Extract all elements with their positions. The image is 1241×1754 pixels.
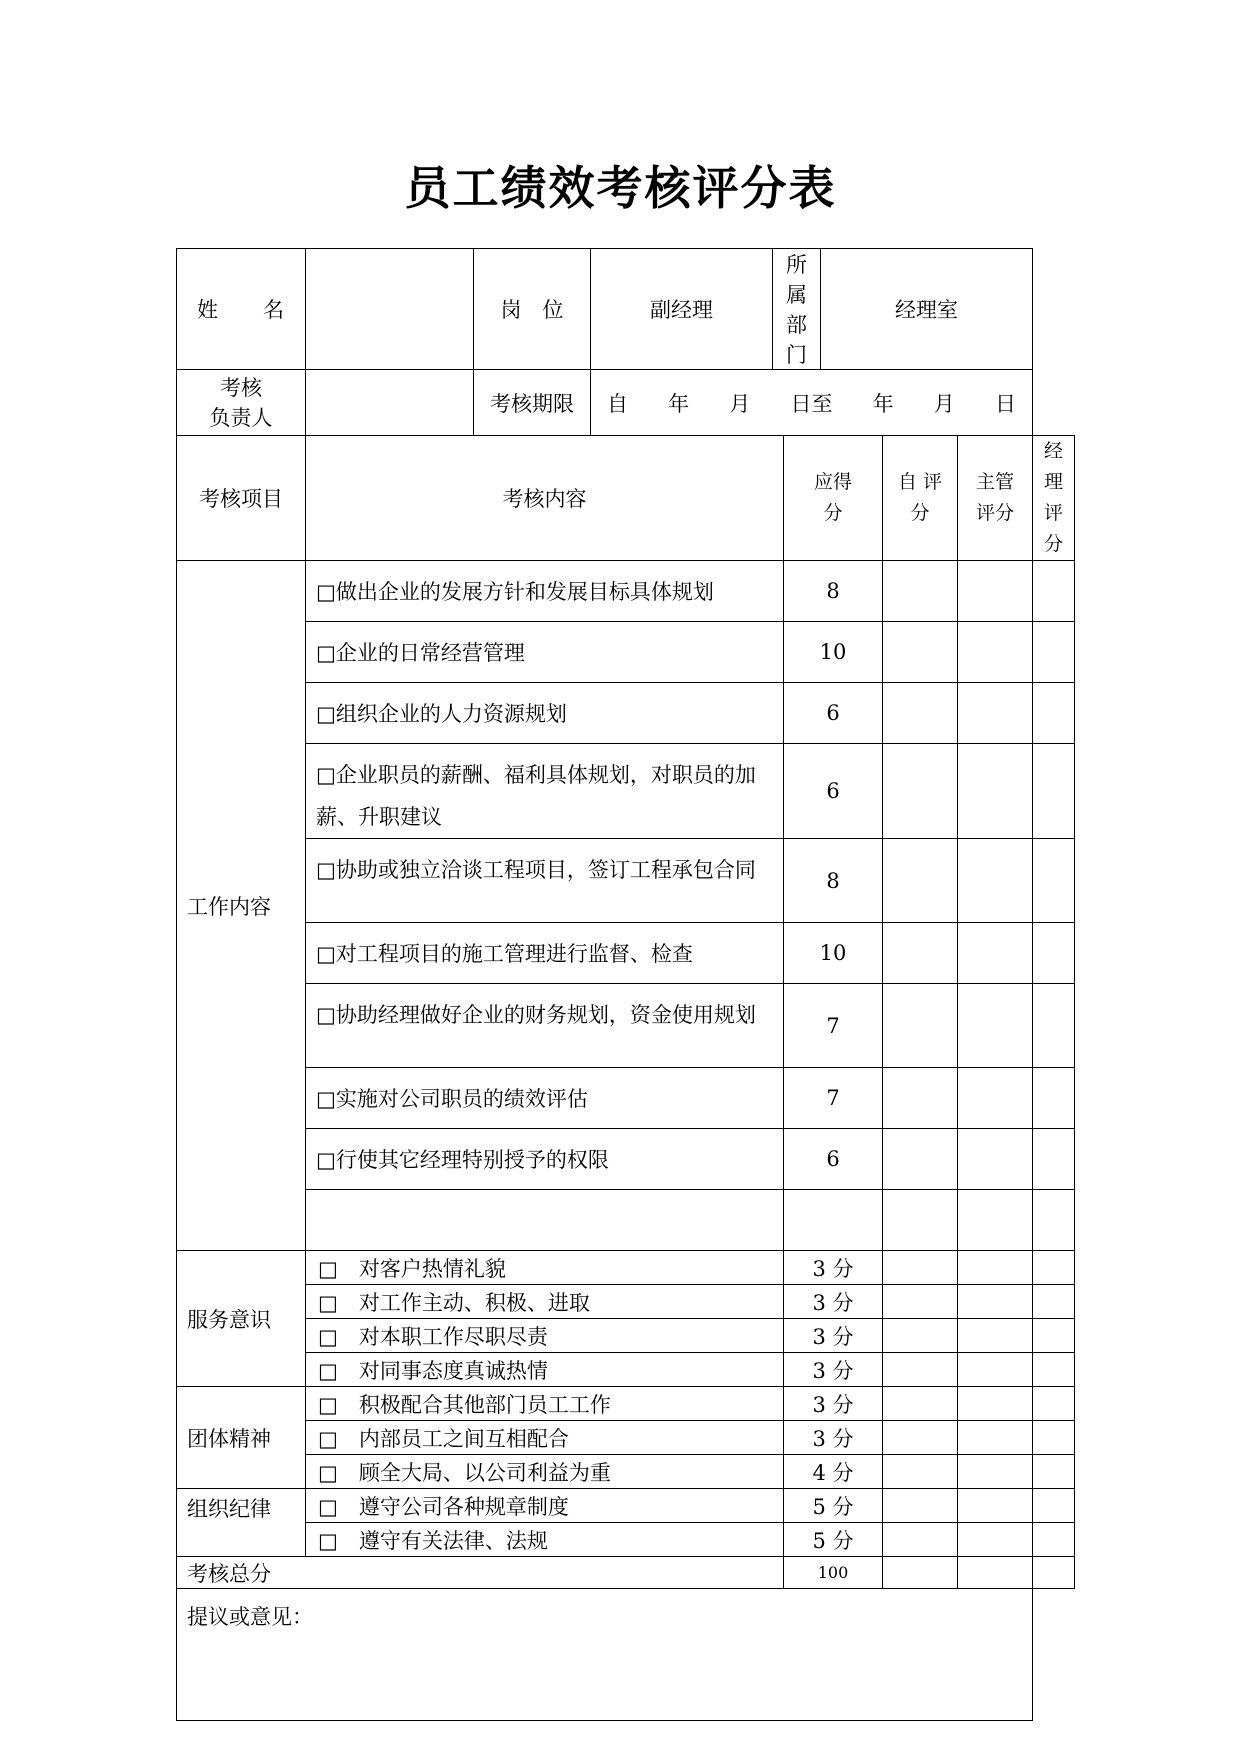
discipline-section-label: 组织纪律 (177, 1489, 306, 1557)
supervisor-score-cell[interactable] (958, 1387, 1033, 1421)
assessor-field[interactable] (306, 370, 474, 436)
col-supervisor-header (958, 436, 1033, 561)
self-score-cell[interactable] (883, 1285, 958, 1319)
supervisor-score-cell[interactable] (958, 1489, 1033, 1523)
self-score-cell[interactable] (883, 1387, 958, 1421)
work-row (177, 1068, 1075, 1129)
work-item: □协助或独立洽谈工程项目，签订工程承包合同 (306, 839, 784, 923)
manager-score-cell[interactable] (1033, 622, 1075, 683)
supervisor-score-cell[interactable] (958, 1285, 1033, 1319)
manager-score-cell[interactable] (1033, 1489, 1075, 1523)
post-label: 岗 位 (474, 249, 591, 370)
self-score-cell[interactable] (883, 1190, 958, 1251)
self-score-cell[interactable] (883, 1068, 958, 1129)
work-should-score: 6 (784, 744, 883, 839)
work-item: □对工程项目的施工管理进行监督、检查 (306, 923, 784, 984)
evaluation-table (176, 248, 1075, 1721)
work-item: □企业的日常经营管理 (306, 622, 784, 683)
work-item: □协助经理做好企业的财务规划，资金使用规划 (306, 984, 784, 1068)
dept-label: 所属部门 (773, 249, 821, 370)
work-row (177, 622, 1075, 683)
work-should-score: 10 (784, 622, 883, 683)
self-score-cell[interactable] (883, 1455, 958, 1489)
col-self-line-2: 分 (910, 502, 930, 524)
supervisor-score-cell[interactable] (958, 1353, 1033, 1387)
service-item: □ 对本职工作尽职尽责 (306, 1319, 784, 1353)
service-should-score: 3 分 (784, 1319, 883, 1353)
total-label: 考核总分 (177, 1557, 784, 1589)
discipline-item: □ 遵守公司各种规章制度 (306, 1489, 784, 1523)
supervisor-score-cell[interactable] (958, 683, 1033, 744)
assessor-label-line-1: 考核 (220, 375, 262, 400)
supervisor-score-cell[interactable] (958, 1190, 1033, 1251)
manager-total-cell[interactable] (1033, 1557, 1075, 1589)
manager-score-cell[interactable] (1033, 1319, 1075, 1353)
dept-field[interactable]: 经理室 (821, 249, 1033, 370)
self-total-cell[interactable] (883, 1557, 958, 1589)
service-item: □ 对同事态度真诚热情 (306, 1353, 784, 1387)
name-label: 姓 名 (177, 249, 306, 370)
work-should-score: 6 (784, 683, 883, 744)
team-row (177, 1387, 1075, 1421)
self-score-cell[interactable] (883, 622, 958, 683)
work-should-score: 8 (784, 839, 883, 923)
manager-score-cell[interactable] (1033, 1455, 1075, 1489)
manager-score-cell[interactable] (1033, 1251, 1075, 1285)
team-item: □ 内部员工之间互相配合 (306, 1421, 784, 1455)
period-part: 自 (607, 391, 628, 416)
manager-score-cell[interactable] (1033, 1285, 1075, 1319)
supervisor-score-cell[interactable] (958, 622, 1033, 683)
work-should-score: 10 (784, 923, 883, 984)
manager-score-cell[interactable] (1033, 1129, 1075, 1190)
work-item: □做出企业的发展方针和发展目标具体规划 (306, 561, 784, 622)
assessor-label (177, 370, 306, 436)
manager-score-cell[interactable] (1033, 683, 1075, 744)
self-score-cell[interactable] (883, 1353, 958, 1387)
service-should-score: 3 分 (784, 1285, 883, 1319)
col-item-header: 考核项目 (177, 436, 306, 561)
self-score-cell[interactable] (883, 1319, 958, 1353)
remarks-label: 提议或意见： (187, 1605, 313, 1629)
work-should-score: 8 (784, 561, 883, 622)
team-item: □ 积极配合其他部门员工工作 (306, 1387, 784, 1421)
work-row (177, 683, 1075, 744)
manager-score-cell[interactable] (1033, 1421, 1075, 1455)
manager-score-cell[interactable] (1033, 744, 1075, 839)
col-manager-line-2: 评分 (1043, 502, 1063, 555)
col-should-line-2: 分 (823, 502, 843, 524)
work-row (177, 923, 1075, 984)
supervisor-score-cell[interactable] (958, 744, 1033, 839)
work-item: □实施对公司职员的绩效评估 (306, 1068, 784, 1129)
manager-score-cell[interactable] (1033, 1068, 1075, 1129)
period-part: 年 (668, 391, 690, 416)
service-row (177, 1353, 1075, 1387)
team-row (177, 1421, 1075, 1455)
work-row (177, 984, 1075, 1068)
self-score-cell[interactable] (883, 839, 958, 923)
col-manager-header (1033, 436, 1075, 561)
self-score-cell[interactable] (883, 1251, 958, 1285)
manager-score-cell[interactable] (1033, 1523, 1075, 1557)
manager-score-cell[interactable] (1033, 923, 1075, 984)
period-part: 日至 (790, 391, 833, 416)
header-row-2 (177, 370, 1075, 436)
self-score-cell[interactable] (883, 744, 958, 839)
col-self-line-1: 自 评 (897, 471, 943, 493)
service-row (177, 1285, 1075, 1319)
service-should-score: 3 分 (784, 1353, 883, 1387)
service-row (177, 1319, 1075, 1353)
supervisor-score-cell[interactable] (958, 839, 1033, 923)
manager-score-cell[interactable] (1033, 1190, 1075, 1251)
service-item: □ 对客户热情礼貌 (306, 1251, 784, 1285)
work-row (177, 744, 1075, 839)
discipline-row (177, 1523, 1075, 1557)
col-content-header: 考核内容 (306, 436, 784, 561)
name-field[interactable] (306, 249, 474, 370)
post-field[interactable]: 副经理 (591, 249, 773, 370)
supervisor-score-cell[interactable] (958, 1455, 1033, 1489)
work-item: □企业职员的薪酬、福利具体规划，对职员的加薪、升职建议 (306, 744, 784, 839)
assessor-label-line-2: 负责人 (209, 405, 273, 430)
remarks-row (177, 1589, 1075, 1721)
discipline-should-score: 5 分 (784, 1523, 883, 1557)
period-part: 日 (994, 391, 1016, 416)
work-item: □行使其它经理特别授予的权限 (306, 1129, 784, 1190)
discipline-should-score: 5 分 (784, 1489, 883, 1523)
team-item: □ 顾全大局、以公司利益为重 (306, 1455, 784, 1489)
supervisor-score-cell[interactable] (958, 984, 1033, 1068)
self-score-cell[interactable] (883, 561, 958, 622)
col-manager-line-1: 经理 (1043, 440, 1063, 493)
manager-score-cell[interactable] (1033, 1353, 1075, 1387)
period-label: 考核期限 (474, 370, 591, 436)
supervisor-score-cell[interactable] (958, 1319, 1033, 1353)
work-should-score: 7 (784, 984, 883, 1068)
work-row-empty (177, 1190, 1075, 1251)
manager-score-cell[interactable] (1033, 561, 1075, 622)
self-score-cell[interactable] (883, 923, 958, 984)
team-should-score: 3 分 (784, 1421, 883, 1455)
work-should-score: 7 (784, 1068, 883, 1129)
col-should-line-1: 应得 (813, 471, 852, 493)
supervisor-score-cell[interactable] (958, 1523, 1033, 1557)
work-section-label: 工作内容 (177, 561, 306, 1251)
discipline-item: □ 遵守有关法律、法规 (306, 1523, 784, 1557)
work-should-score[interactable] (784, 1190, 883, 1251)
self-score-cell[interactable] (883, 984, 958, 1068)
total-score: 100 (784, 1557, 883, 1589)
supervisor-score-cell[interactable] (958, 1129, 1033, 1190)
manager-score-cell[interactable] (1033, 1387, 1075, 1421)
self-score-cell[interactable] (883, 683, 958, 744)
work-row (177, 1129, 1075, 1190)
period-field[interactable] (591, 370, 1033, 436)
col-self-header (883, 436, 958, 561)
supervisor-score-cell[interactable] (958, 1068, 1033, 1129)
period-part: 月 (729, 391, 751, 416)
manager-score-cell[interactable] (1033, 984, 1075, 1068)
page-title: 员工绩效考核评分表 (404, 161, 837, 215)
self-score-cell[interactable] (883, 1129, 958, 1190)
work-row (177, 561, 1075, 622)
team-row (177, 1455, 1075, 1489)
col-supervisor-line-1: 主管 (975, 471, 1014, 493)
period-parts (601, 388, 1022, 418)
self-score-cell[interactable] (883, 1421, 958, 1455)
supervisor-score-cell[interactable] (958, 923, 1033, 984)
team-section-label: 团体精神 (177, 1387, 306, 1489)
discipline-row (177, 1489, 1075, 1523)
service-section-label: 服务意识 (177, 1251, 306, 1387)
service-row (177, 1251, 1075, 1285)
team-should-score: 4 分 (784, 1455, 883, 1489)
work-row (177, 839, 1075, 923)
supervisor-score-cell[interactable] (958, 561, 1033, 622)
work-should-score: 6 (784, 1129, 883, 1190)
work-item: □组织企业的人力资源规划 (306, 683, 784, 744)
header-row-1 (177, 249, 1075, 370)
supervisor-score-cell[interactable] (958, 1251, 1033, 1285)
period-part: 年 (872, 391, 894, 416)
self-score-cell[interactable] (883, 1523, 958, 1557)
remarks-field[interactable] (177, 1589, 1033, 1721)
period-part: 月 (933, 391, 955, 416)
service-should-score: 3 分 (784, 1251, 883, 1285)
col-supervisor-line-2: 评分 (975, 502, 1014, 524)
supervisor-score-cell[interactable] (958, 1421, 1033, 1455)
supervisor-total-cell[interactable] (958, 1557, 1033, 1589)
total-row (177, 1557, 1075, 1589)
team-should-score: 3 分 (784, 1387, 883, 1421)
col-should-header (784, 436, 883, 561)
manager-score-cell[interactable] (1033, 839, 1075, 923)
work-item[interactable] (306, 1190, 784, 1251)
service-item: □ 对工作主动、积极、进取 (306, 1285, 784, 1319)
self-score-cell[interactable] (883, 1489, 958, 1523)
column-header-row (177, 436, 1075, 561)
